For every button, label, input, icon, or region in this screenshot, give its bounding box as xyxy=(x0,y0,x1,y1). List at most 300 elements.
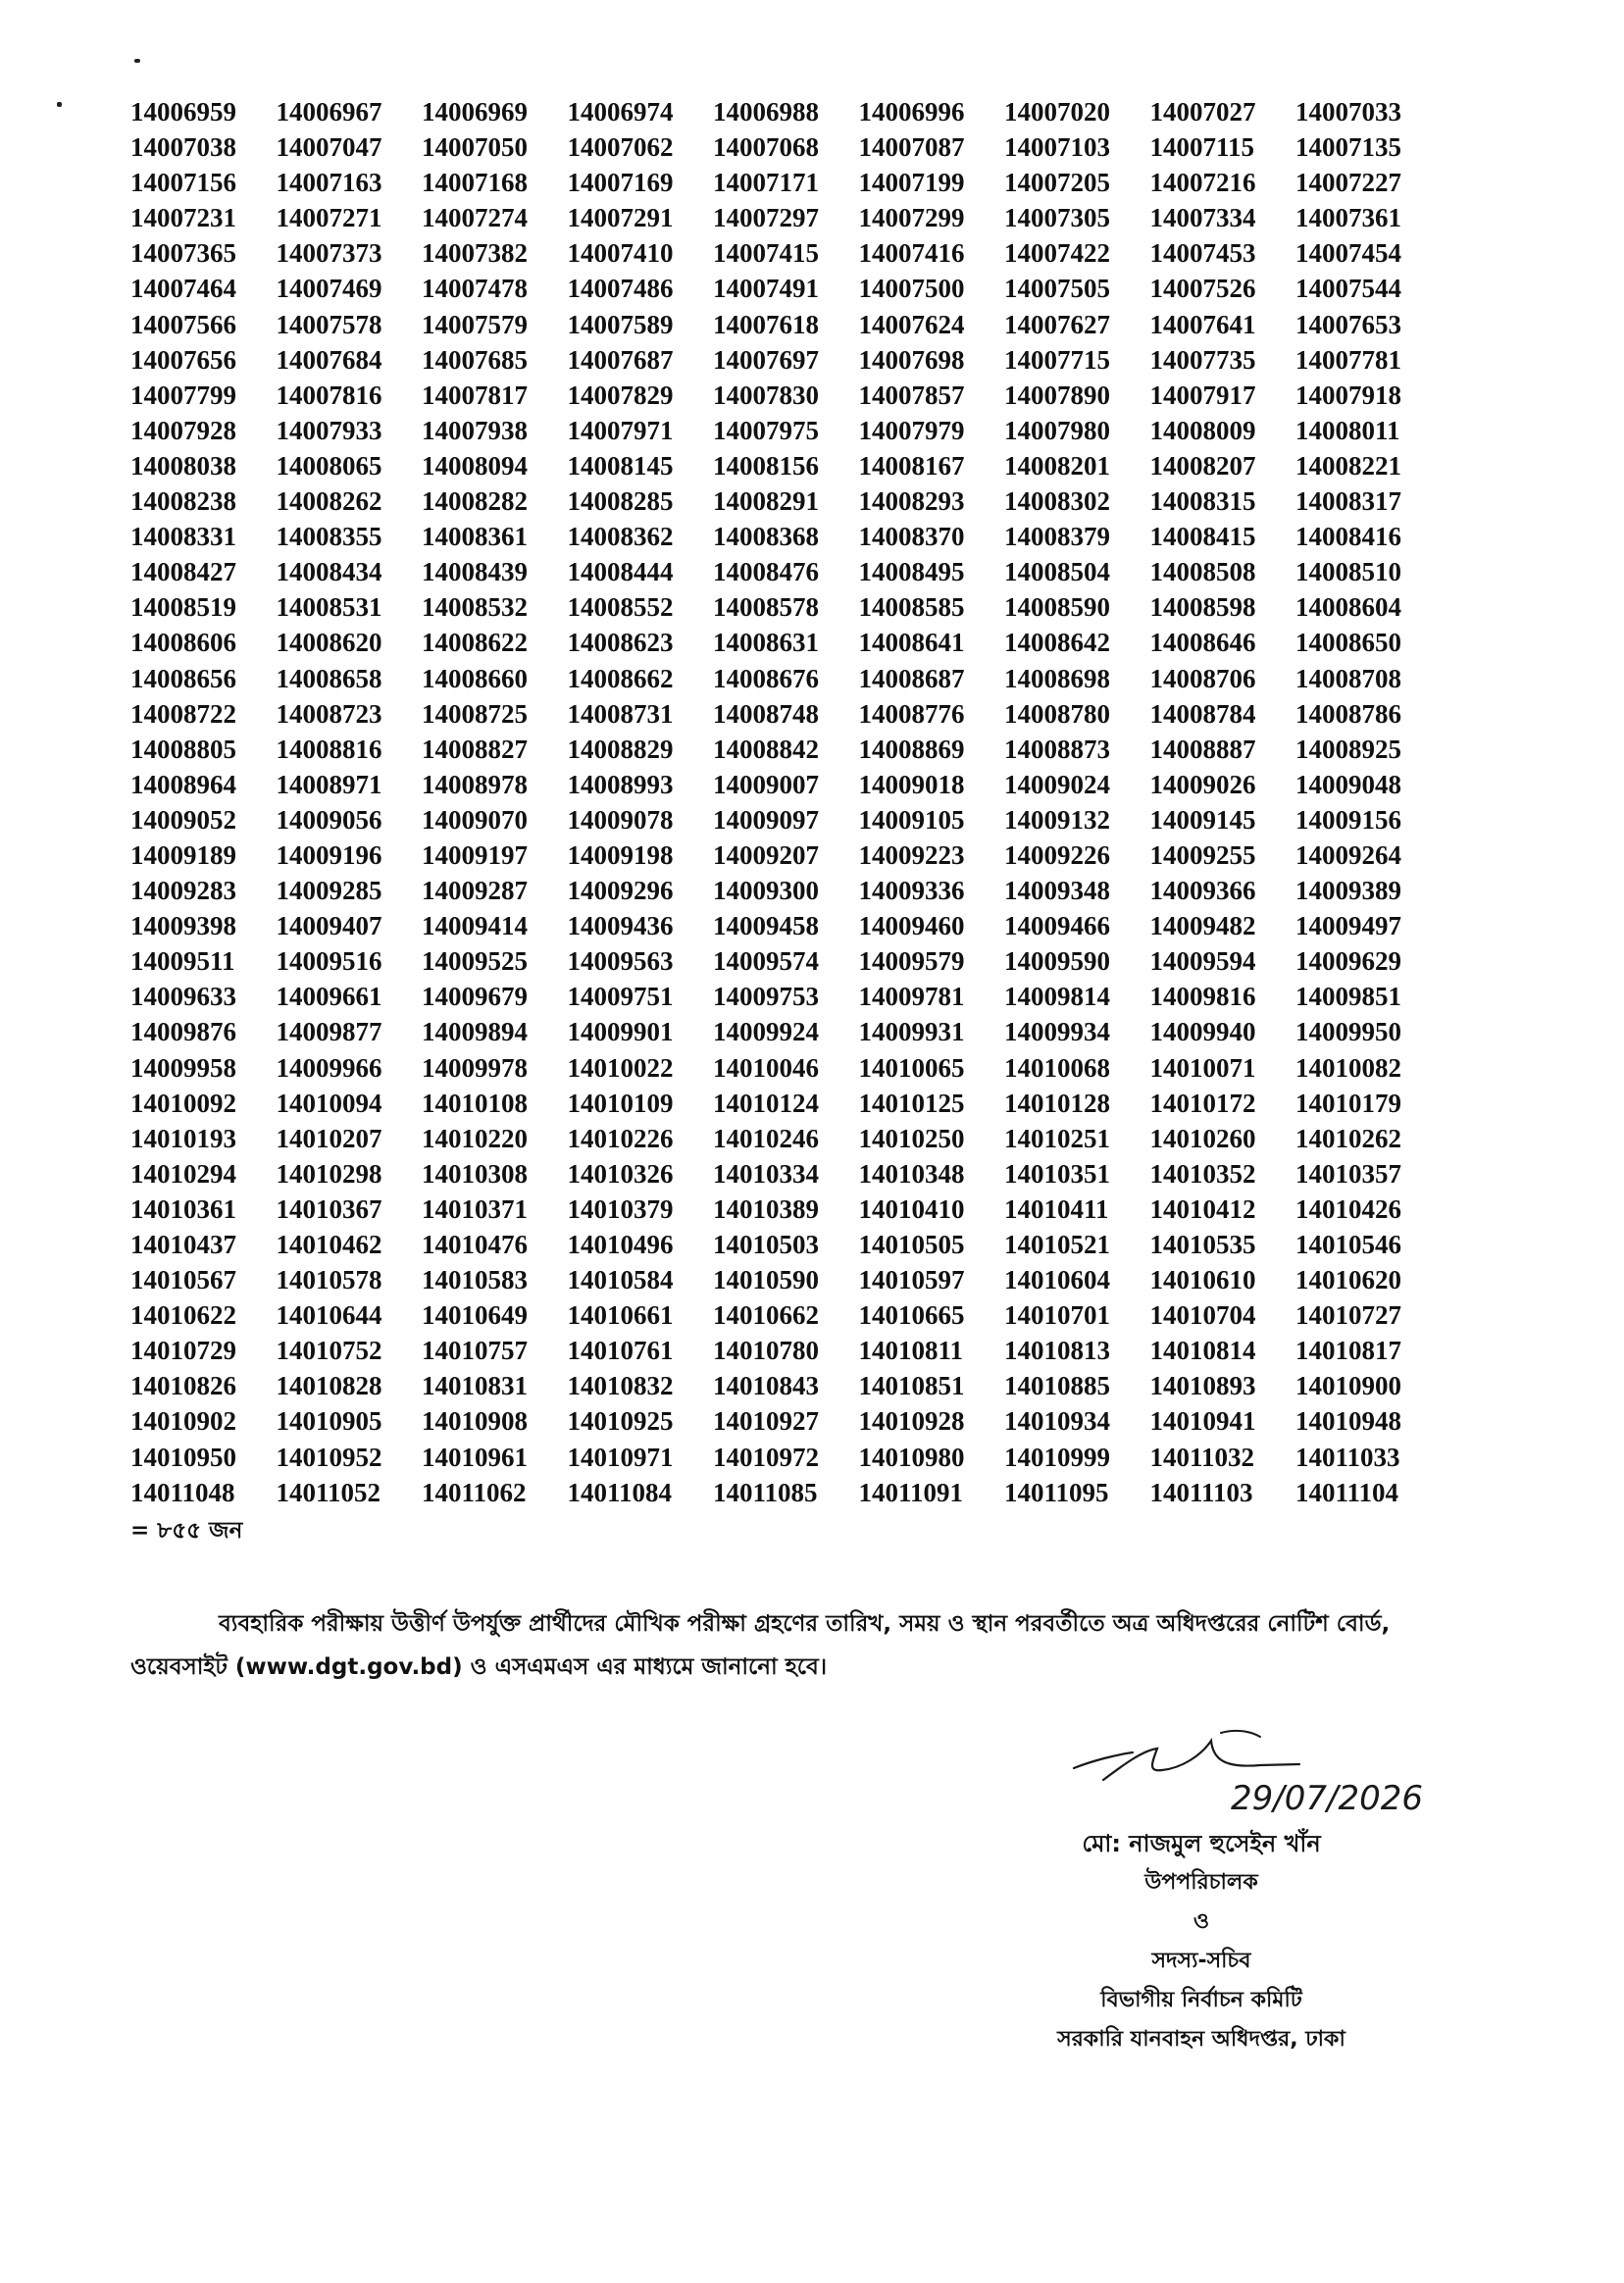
signatory-office: সরকারি যানবাহন অধিদপ্তর, ঢাকা xyxy=(1057,2027,1345,2052)
roll-number: 14010590 xyxy=(713,1265,819,1295)
roll-number: 14009056 xyxy=(276,804,382,835)
roll-number: 14009574 xyxy=(713,946,819,977)
roll-number: 14011103 xyxy=(1149,1477,1253,1507)
roll-number: 14007231 xyxy=(130,203,236,233)
roll-number: 14007579 xyxy=(422,309,528,339)
roll-number: 14010971 xyxy=(567,1442,674,1472)
roll-number: 14007857 xyxy=(858,380,965,410)
roll-number: 14009097 xyxy=(713,804,819,835)
roll-number: 14008784 xyxy=(1149,698,1256,729)
roll-number: 14009414 xyxy=(422,911,528,941)
roll-number: 14010352 xyxy=(1149,1158,1256,1189)
roll-number: 14008642 xyxy=(1004,628,1110,658)
roll-number: 14007156 xyxy=(130,168,236,198)
roll-number: 14007928 xyxy=(130,415,236,445)
roll-number: 14009751 xyxy=(567,982,674,1012)
roll-number: 14009156 xyxy=(1295,804,1401,835)
roll-number: 14010108 xyxy=(422,1088,528,1118)
roll-number: 14009196 xyxy=(276,839,382,870)
roll-number: 14009851 xyxy=(1295,982,1401,1012)
roll-number: 14007416 xyxy=(858,238,965,269)
roll-number: 14010361 xyxy=(130,1193,236,1224)
roll-number: 14011104 xyxy=(1295,1477,1399,1507)
roll-number: 14008508 xyxy=(1149,557,1256,587)
roll-number: 14007491 xyxy=(713,274,819,304)
roll-number: 14010813 xyxy=(1004,1336,1110,1366)
roll-number: 14010294 xyxy=(130,1158,236,1189)
roll-number: 14008776 xyxy=(858,698,965,729)
roll-number: 14009398 xyxy=(130,911,236,941)
roll-number: 14010999 xyxy=(1004,1442,1110,1472)
roll-number: 14008065 xyxy=(276,450,382,481)
roll-number: 14008978 xyxy=(422,769,528,799)
roll-number: 14008731 xyxy=(567,698,674,729)
roll-number: 14009958 xyxy=(130,1052,236,1083)
roll-number: 14010757 xyxy=(422,1336,528,1366)
roll-number: 14010584 xyxy=(567,1265,674,1295)
roll-number: 14010578 xyxy=(276,1265,382,1295)
roll-number: 14010462 xyxy=(276,1230,382,1259)
roll-number: 14007216 xyxy=(1149,168,1256,198)
roll-number: 14008145 xyxy=(567,450,674,481)
roll-number: 14008585 xyxy=(858,592,965,623)
roll-number: 14010622 xyxy=(130,1300,236,1331)
roll-number: 14010925 xyxy=(567,1406,674,1437)
roll-number: 14008370 xyxy=(858,522,965,552)
roll-number: 14009876 xyxy=(130,1017,236,1047)
roll-number: 14009679 xyxy=(422,982,528,1012)
roll-number: 14007979 xyxy=(858,415,965,445)
roll-number: 14008805 xyxy=(130,734,236,764)
roll-number: 14009207 xyxy=(713,839,819,870)
roll-number: 14010828 xyxy=(276,1371,382,1401)
roll-number: 14010125 xyxy=(858,1088,965,1118)
roll-number: 14006988 xyxy=(713,97,819,127)
signatory-name: মো: নাজমুল হুসেইন খাঁন xyxy=(1082,1830,1321,1857)
roll-number: 14007685 xyxy=(422,344,528,375)
roll-number: 14010094 xyxy=(276,1088,382,1118)
roll-number: 14008368 xyxy=(713,522,819,552)
roll-number: 14007365 xyxy=(130,238,236,269)
roll-number: 14010980 xyxy=(858,1442,965,1472)
roll-number: 14008786 xyxy=(1295,698,1401,729)
roll-number: 14007781 xyxy=(1295,344,1401,375)
roll-number: 14007454 xyxy=(1295,238,1401,269)
roll-number: 14010379 xyxy=(567,1193,674,1224)
roll-number: 14010583 xyxy=(422,1265,528,1295)
roll-number: 14010727 xyxy=(1295,1300,1401,1331)
roll-number: 14010496 xyxy=(567,1230,674,1259)
roll-number: 14007033 xyxy=(1295,97,1401,127)
roll-number: 14007068 xyxy=(713,132,819,163)
roll-number: 14009287 xyxy=(422,876,528,906)
roll-number: 14011084 xyxy=(567,1477,673,1507)
roll-number: 14010761 xyxy=(567,1336,674,1366)
roll-number: 14007168 xyxy=(422,168,528,198)
roll-number: 14010411 xyxy=(1004,1193,1109,1224)
roll-number: 14010950 xyxy=(130,1442,236,1472)
roll-number: 14010071 xyxy=(1149,1052,1256,1083)
roll-number: 14010961 xyxy=(422,1442,528,1472)
roll-number: 14009516 xyxy=(276,946,382,977)
roll-number: 14008708 xyxy=(1295,663,1401,693)
roll-number: 14006996 xyxy=(858,97,965,127)
roll-number: 14008221 xyxy=(1295,450,1401,481)
roll-number: 14010567 xyxy=(130,1265,236,1295)
roll-number: 14009940 xyxy=(1149,1017,1256,1047)
roll-number: 14009894 xyxy=(422,1017,528,1047)
roll-number: 14009579 xyxy=(858,946,965,977)
roll-number: 14010927 xyxy=(713,1406,819,1437)
roll-number: 14008887 xyxy=(1149,734,1256,764)
roll-number: 14009934 xyxy=(1004,1017,1110,1047)
roll-number: 14009753 xyxy=(713,982,819,1012)
roll-number: 14009460 xyxy=(858,911,965,941)
roll-number: 14009296 xyxy=(567,876,674,906)
roll-number: 14009511 xyxy=(130,946,235,977)
roll-number: 14009300 xyxy=(713,876,819,906)
roll-number: 14010941 xyxy=(1149,1406,1256,1437)
roll-number: 14010893 xyxy=(1149,1371,1256,1401)
roll-number: 14010260 xyxy=(1149,1123,1256,1153)
roll-number: 14009877 xyxy=(276,1017,382,1047)
roll-number: 14009924 xyxy=(713,1017,819,1047)
roll-number: 14009366 xyxy=(1149,876,1256,906)
roll-number: 14008434 xyxy=(276,557,382,587)
roll-number: 14007410 xyxy=(567,238,674,269)
roll-number: 14010817 xyxy=(1295,1336,1401,1366)
roll-number: 14010207 xyxy=(276,1123,382,1153)
roll-number: 14009070 xyxy=(422,804,528,835)
roll-number: 14008698 xyxy=(1004,663,1110,693)
roll-number: 14008598 xyxy=(1149,592,1256,623)
roll-number: 14007817 xyxy=(422,380,528,410)
roll-number: 14007469 xyxy=(276,274,382,304)
roll-number: 14008687 xyxy=(858,663,965,693)
roll-number: 14008816 xyxy=(276,734,382,764)
roll-number: 14007020 xyxy=(1004,97,1110,127)
roll-number: 14010109 xyxy=(567,1088,674,1118)
roll-number: 14008925 xyxy=(1295,734,1401,764)
roll-number: 14010172 xyxy=(1149,1088,1256,1118)
roll-number: 14009629 xyxy=(1295,946,1401,977)
roll-number: 14008660 xyxy=(422,663,528,693)
roll-number: 14010704 xyxy=(1149,1300,1256,1331)
roll-number: 14010308 xyxy=(422,1158,528,1189)
roll-number: 14009482 xyxy=(1149,911,1256,941)
roll-number: 14008706 xyxy=(1149,663,1256,693)
roll-number: 14008427 xyxy=(130,557,236,587)
roll-number: 14007227 xyxy=(1295,168,1401,198)
roll-number: 14008331 xyxy=(130,522,236,552)
roll-number: 14011085 xyxy=(713,1477,818,1507)
roll-number: 14009336 xyxy=(858,876,965,906)
roll-number: 14009264 xyxy=(1295,839,1401,870)
roll-number: 14006967 xyxy=(276,97,382,127)
roll-number: 14008282 xyxy=(422,486,528,517)
roll-number: 14008723 xyxy=(276,698,382,729)
roll-number-grid xyxy=(130,94,1435,1510)
roll-number: 14009978 xyxy=(422,1052,528,1083)
roll-number: 14010246 xyxy=(713,1123,819,1153)
roll-number: 14008676 xyxy=(713,663,819,693)
roll-number: 14006969 xyxy=(422,97,528,127)
roll-number: 14007938 xyxy=(422,415,528,445)
roll-number: 14009197 xyxy=(422,839,528,870)
roll-number: 14007050 xyxy=(422,132,528,163)
roll-number: 14008156 xyxy=(713,450,819,481)
roll-number: 14008748 xyxy=(713,698,819,729)
roll-number: 14008094 xyxy=(422,450,528,481)
roll-number: 14007656 xyxy=(130,344,236,375)
roll-number: 14008038 xyxy=(130,450,236,481)
roll-number: 14010503 xyxy=(713,1230,819,1259)
roll-number: 14008662 xyxy=(567,663,674,693)
roll-number: 14010124 xyxy=(713,1088,819,1118)
signatory-title: উপপরিচালক xyxy=(1144,1870,1258,1895)
roll-number: 14009901 xyxy=(567,1017,674,1047)
scan-speck xyxy=(57,102,62,107)
roll-number: 14007135 xyxy=(1295,132,1401,163)
signatory-conjunction: ও xyxy=(1193,1909,1210,1934)
roll-number: 14007735 xyxy=(1149,344,1256,375)
roll-number: 14009458 xyxy=(713,911,819,941)
roll-number: 14008302 xyxy=(1004,486,1110,517)
roll-number: 14007115 xyxy=(1149,132,1255,163)
roll-number: 14007715 xyxy=(1004,344,1110,375)
roll-number: 14010389 xyxy=(713,1193,819,1224)
roll-number: 14010729 xyxy=(130,1336,236,1366)
roll-number: 14010367 xyxy=(276,1193,382,1224)
roll-number: 14007589 xyxy=(567,309,674,339)
roll-number: 14008362 xyxy=(567,522,674,552)
roll-number: 14009525 xyxy=(422,946,528,977)
roll-number: 14009283 xyxy=(130,876,236,906)
roll-number: 14008011 xyxy=(1295,415,1400,445)
roll-number: 14009285 xyxy=(276,876,382,906)
roll-number: 14010900 xyxy=(1295,1371,1401,1401)
roll-number: 14008415 xyxy=(1149,522,1256,552)
roll-number: 14007171 xyxy=(713,168,819,198)
roll-number: 14007618 xyxy=(713,309,819,339)
roll-number: 14008317 xyxy=(1295,486,1401,517)
roll-number: 14010948 xyxy=(1295,1406,1401,1437)
roll-number: 14010826 xyxy=(130,1371,236,1401)
roll-number: 14008238 xyxy=(130,486,236,517)
roll-number: 14010476 xyxy=(422,1230,528,1259)
roll-number: 14008207 xyxy=(1149,450,1256,481)
roll-number: 14010851 xyxy=(858,1371,965,1401)
roll-number: 14010649 xyxy=(422,1300,528,1331)
roll-number: 14009226 xyxy=(1004,839,1110,870)
roll-number: 14008658 xyxy=(276,663,382,693)
roll-number: 14009466 xyxy=(1004,911,1110,941)
roll-number: 14007464 xyxy=(130,274,236,304)
roll-number: 14011032 xyxy=(1149,1442,1255,1472)
roll-number: 14010814 xyxy=(1149,1336,1256,1366)
roll-number: 14010972 xyxy=(713,1442,819,1472)
roll-number: 14007829 xyxy=(567,380,674,410)
roll-number: 14010426 xyxy=(1295,1193,1401,1224)
roll-number: 14007027 xyxy=(1149,97,1256,127)
roll-number: 14007526 xyxy=(1149,274,1256,304)
roll-number: 14009497 xyxy=(1295,911,1401,941)
roll-number: 14008631 xyxy=(713,628,819,658)
roll-number: 14008355 xyxy=(276,522,382,552)
roll-number: 14009223 xyxy=(858,839,965,870)
roll-number: 14010843 xyxy=(713,1371,819,1401)
roll-number: 14010928 xyxy=(858,1406,965,1437)
total-count: = ৮৫৫ জন xyxy=(130,1518,243,1544)
roll-number: 14010082 xyxy=(1295,1052,1401,1083)
roll-number: 14007382 xyxy=(422,238,528,269)
roll-number: 14011033 xyxy=(1295,1442,1400,1472)
roll-number: 14010179 xyxy=(1295,1088,1401,1118)
roll-number: 14007505 xyxy=(1004,274,1110,304)
roll-number: 14008993 xyxy=(567,769,674,799)
roll-number: 14008444 xyxy=(567,557,674,587)
roll-number: 14009407 xyxy=(276,911,382,941)
roll-number: 14010665 xyxy=(858,1300,965,1331)
roll-number: 14010226 xyxy=(567,1123,674,1153)
roll-number: 14008531 xyxy=(276,592,382,623)
roll-number: 14010885 xyxy=(1004,1371,1110,1401)
roll-number: 14007422 xyxy=(1004,238,1110,269)
roll-number: 14010620 xyxy=(1295,1265,1401,1295)
roll-number: 14010811 xyxy=(858,1336,964,1366)
roll-number: 14009781 xyxy=(858,982,965,1012)
roll-number: 14009594 xyxy=(1149,946,1256,977)
roll-number: 14008519 xyxy=(130,592,236,623)
roll-number: 14008780 xyxy=(1004,698,1110,729)
roll-number: 14008964 xyxy=(130,769,236,799)
roll-number: 14007334 xyxy=(1149,203,1256,233)
roll-number: 14007918 xyxy=(1295,380,1401,410)
roll-number: 14008590 xyxy=(1004,592,1110,623)
roll-number: 14009348 xyxy=(1004,876,1110,906)
roll-number: 14006974 xyxy=(567,97,674,127)
roll-number: 14010022 xyxy=(567,1052,674,1083)
roll-number: 14010410 xyxy=(858,1193,965,1224)
roll-number: 14008623 xyxy=(567,628,674,658)
roll-number: 14009436 xyxy=(567,911,674,941)
roll-number: 14010437 xyxy=(130,1230,236,1259)
roll-number: 14009048 xyxy=(1295,769,1401,799)
roll-number: 14009966 xyxy=(276,1052,382,1083)
roll-number: 14010357 xyxy=(1295,1158,1401,1189)
roll-number: 14007373 xyxy=(276,238,382,269)
roll-number: 14010521 xyxy=(1004,1230,1110,1259)
roll-number: 14007274 xyxy=(422,203,528,233)
roll-number: 14009633 xyxy=(130,982,236,1012)
roll-number: 14010334 xyxy=(713,1158,819,1189)
roll-number: 14010644 xyxy=(276,1300,382,1331)
roll-number: 14008722 xyxy=(130,698,236,729)
roll-number: 14010831 xyxy=(422,1371,528,1401)
roll-number: 14007038 xyxy=(130,132,236,163)
roll-number: 14007305 xyxy=(1004,203,1110,233)
roll-number: 14007163 xyxy=(276,168,382,198)
roll-number: 14011052 xyxy=(276,1477,381,1507)
roll-number: 14007103 xyxy=(1004,132,1110,163)
roll-number: 14007087 xyxy=(858,132,965,163)
roll-number: 14008873 xyxy=(1004,734,1110,764)
roll-number: 14007624 xyxy=(858,309,965,339)
roll-number: 14007799 xyxy=(130,380,236,410)
roll-number: 14007566 xyxy=(130,309,236,339)
roll-number: 14008827 xyxy=(422,734,528,764)
roll-number: 14010934 xyxy=(1004,1406,1110,1437)
roll-number: 14007297 xyxy=(713,203,819,233)
roll-number: 14008476 xyxy=(713,557,819,587)
roll-number: 14010832 xyxy=(567,1371,674,1401)
roll-number: 14010604 xyxy=(1004,1265,1110,1295)
roll-number: 14009816 xyxy=(1149,982,1256,1012)
roll-number: 14007980 xyxy=(1004,415,1110,445)
roll-number: 14009018 xyxy=(858,769,965,799)
roll-number: 14011091 xyxy=(858,1477,964,1507)
roll-number: 14008285 xyxy=(567,486,674,517)
roll-number: 14009255 xyxy=(1149,839,1256,870)
roll-number: 14008869 xyxy=(858,734,965,764)
roll-number: 14009563 xyxy=(567,946,674,977)
roll-number: 14007684 xyxy=(276,344,382,375)
roll-number: 14008578 xyxy=(713,592,819,623)
roll-number: 14010046 xyxy=(713,1052,819,1083)
roll-number: 14010348 xyxy=(858,1158,965,1189)
roll-number: 14010505 xyxy=(858,1230,965,1259)
roll-number: 14010092 xyxy=(130,1088,236,1118)
roll-number: 14008971 xyxy=(276,769,382,799)
roll-number: 14009024 xyxy=(1004,769,1110,799)
roll-number: 14008416 xyxy=(1295,522,1401,552)
roll-number: 14010752 xyxy=(276,1336,382,1366)
roll-number: 14010193 xyxy=(130,1123,236,1153)
roll-number: 14008829 xyxy=(567,734,674,764)
roll-number: 14009590 xyxy=(1004,946,1110,977)
roll-number: 14006959 xyxy=(130,97,236,127)
roll-number: 14010065 xyxy=(858,1052,965,1083)
roll-number: 14008656 xyxy=(130,663,236,693)
roll-number: 14008291 xyxy=(713,486,819,517)
roll-number: 14007933 xyxy=(276,415,382,445)
roll-number: 14009007 xyxy=(713,769,819,799)
roll-number: 14009189 xyxy=(130,839,236,870)
scan-speck xyxy=(134,59,140,63)
roll-number: 14007299 xyxy=(858,203,965,233)
roll-number: 14010905 xyxy=(276,1406,382,1437)
roll-number: 14011048 xyxy=(130,1477,235,1507)
signatory-role: সদস্য-সচিব xyxy=(1151,1949,1251,1973)
roll-number: 14008510 xyxy=(1295,557,1401,587)
roll-number: 14007205 xyxy=(1004,168,1110,198)
roll-number: 14009389 xyxy=(1295,876,1401,906)
roll-number: 14009950 xyxy=(1295,1017,1401,1047)
roll-number: 14011062 xyxy=(422,1477,527,1507)
roll-number: 14007478 xyxy=(422,274,528,304)
signature-date: 29/07/2026 xyxy=(1231,1779,1423,1818)
roll-number: 14009931 xyxy=(858,1017,965,1047)
roll-number: 14010262 xyxy=(1295,1123,1401,1153)
roll-number: 14007917 xyxy=(1149,380,1256,410)
roll-number: 14009198 xyxy=(567,839,674,870)
roll-number: 14007698 xyxy=(858,344,965,375)
roll-number: 14007062 xyxy=(567,132,674,163)
roll-number: 14008167 xyxy=(858,450,965,481)
roll-number: 14010535 xyxy=(1149,1230,1256,1259)
roll-number: 14007890 xyxy=(1004,380,1110,410)
roll-number: 14008725 xyxy=(422,698,528,729)
